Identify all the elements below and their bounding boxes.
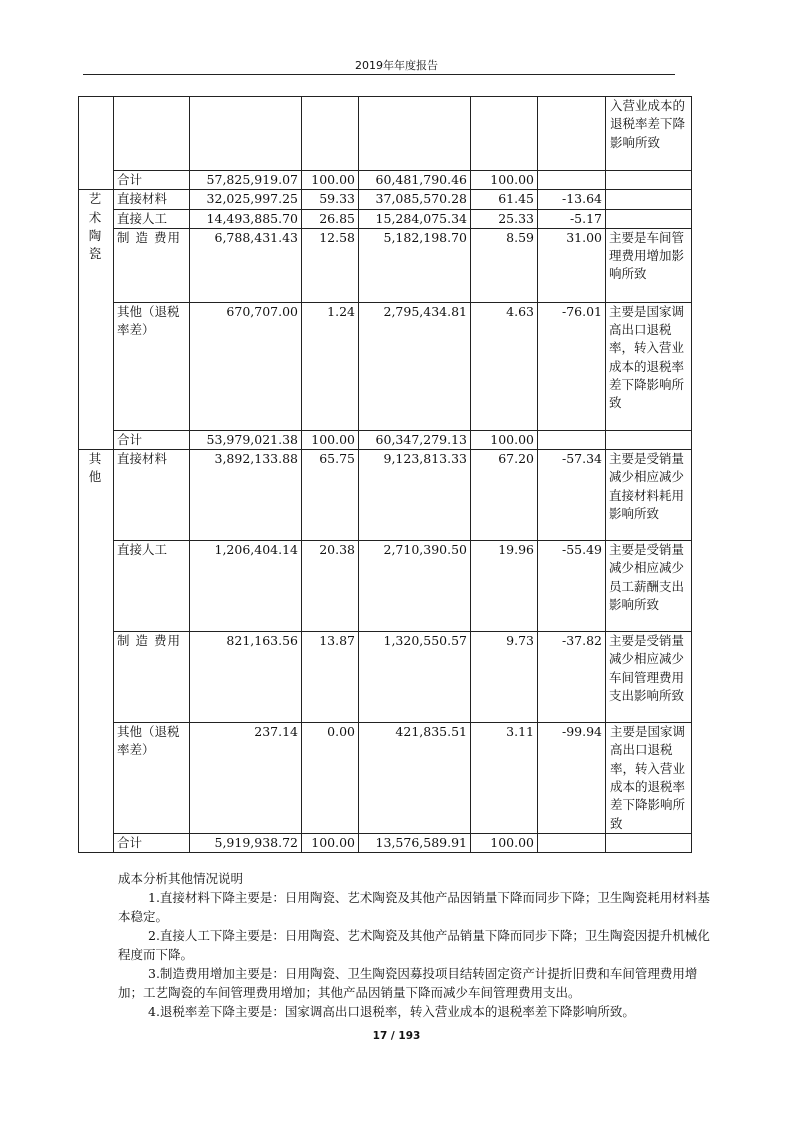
change-cell: -57.34 xyxy=(538,450,606,541)
ratio-cell: 100.00 xyxy=(302,833,359,852)
note-cell: 主要是受销量减少相应减少直接材料耗用影响所致 xyxy=(606,450,692,541)
note-cell: 主要是受销量减少相应减少车间管理费用支出影响所致 xyxy=(606,632,692,723)
ratio-cell: 13.87 xyxy=(302,632,359,723)
amount-cell: 1,320,550.57 xyxy=(359,632,471,723)
note-cell xyxy=(606,190,692,209)
page-number: 17 / 193 xyxy=(372,1030,421,1042)
table-row xyxy=(79,209,692,228)
amount-cell: 670,707.00 xyxy=(190,302,302,430)
ratio-cell: 67.20 xyxy=(471,450,538,541)
change-cell: -13.64 xyxy=(538,190,606,209)
item-cell: 直接材料 xyxy=(114,450,190,541)
amount-cell: 60,347,279.13 xyxy=(359,430,471,449)
amount-cell: 32,025,997.25 xyxy=(190,190,302,209)
category-cell: 其他 xyxy=(79,450,114,853)
table-row xyxy=(79,450,692,541)
item-cell: 直接人工 xyxy=(114,541,190,632)
amount-cell: 6,788,431.43 xyxy=(190,228,302,302)
note-paragraph: 4.退税率差下降主要是：国家调高出口退税率，转入营业成本的退税率差下降影响所致。 xyxy=(148,1004,635,1019)
ratio-cell: 9.73 xyxy=(471,632,538,723)
item-cell: 直接材料 xyxy=(114,190,190,209)
amount-cell: 9,123,813.33 xyxy=(359,450,471,541)
report-header: 2019年年度报告 xyxy=(355,59,438,72)
table-row xyxy=(79,97,692,171)
change-cell: -99.94 xyxy=(538,723,606,834)
cost-analysis-notes xyxy=(118,869,710,1021)
note-cell xyxy=(606,209,692,228)
notes-title: 成本分析其他情况说明 xyxy=(118,871,244,886)
amount-cell: 60,481,790.46 xyxy=(359,171,471,190)
amount-cell: 1,206,404.14 xyxy=(190,541,302,632)
note-cell: 主要是国家调高出口退税率，转入营业成本的退税率差下降影响所致 xyxy=(606,723,692,834)
ratio-cell: 100.00 xyxy=(302,171,359,190)
change-cell: -37.82 xyxy=(538,632,606,723)
amount-cell: 2,710,390.50 xyxy=(359,541,471,632)
category-cell xyxy=(79,97,114,190)
item-cell: 合计 xyxy=(114,430,190,449)
amount-cell: 3,892,133.88 xyxy=(190,450,302,541)
amount-cell: 37,085,570.28 xyxy=(359,190,471,209)
item-cell: 制 造 费用 xyxy=(114,632,190,723)
item-cell: 其他（退税率差） xyxy=(114,302,190,430)
ratio-cell: 3.11 xyxy=(471,723,538,834)
table-row xyxy=(79,190,692,209)
ratio-cell: 100.00 xyxy=(471,833,538,852)
amount-cell: 421,835.51 xyxy=(359,723,471,834)
note-cell: 主要是国家调高出口退税率，转入营业成本的退税率差下降影响所致 xyxy=(606,302,692,430)
ratio-cell: 0.00 xyxy=(302,723,359,834)
ratio-cell: 59.33 xyxy=(302,190,359,209)
note-cell: 主要是受销量减少相应减少员工薪酬支出影响所致 xyxy=(606,541,692,632)
table-row xyxy=(79,302,692,430)
note-cell: 主要是车间管理费用增加影响所致 xyxy=(606,228,692,302)
amount-cell: 57,825,919.07 xyxy=(190,171,302,190)
amount-cell: 15,284,075.34 xyxy=(359,209,471,228)
change-cell: -5.17 xyxy=(538,209,606,228)
category-cell: 艺术陶瓷 xyxy=(79,190,114,450)
item-cell: 直接人工 xyxy=(114,209,190,228)
item-cell: 合计 xyxy=(114,171,190,190)
amount-cell: 14,493,885.70 xyxy=(190,209,302,228)
item-cell: 制 造 费用 xyxy=(114,228,190,302)
cost-analysis-table xyxy=(78,96,692,853)
item-cell: 其他（退税率差） xyxy=(114,723,190,834)
amount-cell: 5,182,198.70 xyxy=(359,228,471,302)
note-paragraph: 3.制造费用增加主要是：日用陶瓷、卫生陶瓷因募投项目结转固定资产计提折旧费和车间管理费用增加；工艺陶瓷的车间管理费用增加；其他产品因销量下降而减少车间管理费用支出。 xyxy=(118,966,698,1000)
change-cell: 31.00 xyxy=(538,228,606,302)
ratio-cell: 100.00 xyxy=(471,430,538,449)
ratio-cell: 100.00 xyxy=(471,171,538,190)
table-row-subtotal xyxy=(79,833,692,852)
item-cell: 合计 xyxy=(114,833,190,852)
table-row xyxy=(79,632,692,723)
ratio-cell: 19.96 xyxy=(471,541,538,632)
change-cell: -55.49 xyxy=(538,541,606,632)
ratio-cell: 61.45 xyxy=(471,190,538,209)
table-row xyxy=(79,541,692,632)
amount-cell: 5,919,938.72 xyxy=(190,833,302,852)
ratio-cell: 12.58 xyxy=(302,228,359,302)
amount-cell: 237.14 xyxy=(190,723,302,834)
amount-cell: 821,163.56 xyxy=(190,632,302,723)
table-row-subtotal xyxy=(79,430,692,449)
ratio-cell: 20.38 xyxy=(302,541,359,632)
ratio-cell: 1.24 xyxy=(302,302,359,430)
change-cell: -76.01 xyxy=(538,302,606,430)
table-row xyxy=(79,723,692,834)
amount-cell: 13,576,589.91 xyxy=(359,833,471,852)
ratio-cell: 65.75 xyxy=(302,450,359,541)
ratio-cell: 25.33 xyxy=(471,209,538,228)
amount-cell: 53,979,021.38 xyxy=(190,430,302,449)
note-paragraph: 1.直接材料下降主要是：日用陶瓷、艺术陶瓷及其他产品因销量下降而同步下降；卫生陶瓷耗用材料基本稳定。 xyxy=(118,890,710,924)
note-cell: 入营业成本的退税率差下降影响所致 xyxy=(606,97,692,171)
ratio-cell: 26.85 xyxy=(302,209,359,228)
header-divider xyxy=(83,74,675,75)
ratio-cell: 8.59 xyxy=(471,228,538,302)
ratio-cell: 4.63 xyxy=(471,302,538,430)
note-paragraph: 2.直接人工下降主要是：日用陶瓷、艺术陶瓷及其他产品销量下降而同步下降；卫生陶瓷因提升机械化程度而下降。 xyxy=(118,928,710,962)
table-row xyxy=(79,228,692,302)
amount-cell: 2,795,434.81 xyxy=(359,302,471,430)
table-row-subtotal xyxy=(79,171,692,190)
ratio-cell: 100.00 xyxy=(302,430,359,449)
